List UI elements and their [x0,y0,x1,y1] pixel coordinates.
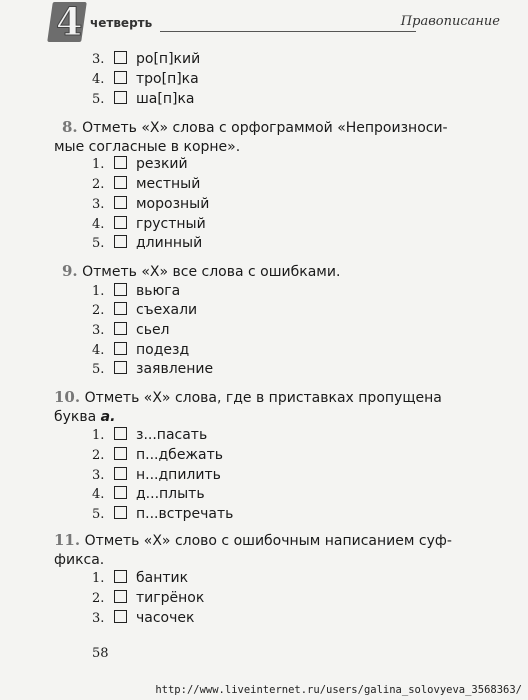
option-number: 2. [92,177,105,192]
option-word: п...встречать [136,506,234,522]
task-letter: а. [100,409,116,425]
option-word: н...дпилить [136,467,221,483]
option-number: 1. [92,157,105,172]
task9-option [92,281,180,301]
option-word: резкий [136,156,188,172]
option-number: 5. [92,507,105,522]
option-number: 1. [92,571,105,586]
task-11-prompt [54,531,504,570]
option-number: 5. [92,92,105,107]
checkbox[interactable] [114,176,127,189]
quarter-label: четверть [90,16,153,30]
page-number: 58 [92,646,109,661]
task-text-line2: фикса. [54,552,105,568]
option-number: 4. [92,487,105,502]
task7-option [92,89,195,109]
option-word: сьел [136,322,170,338]
task-number: 11. [54,531,81,549]
task8-option [92,194,209,214]
task10-option [92,465,221,485]
task-text-line1: Отметь «Х» все слова с ошибками. [82,264,341,280]
option-number: 3. [92,52,105,67]
option-word: ро[п]кий [136,51,201,67]
task-8-prompt [54,118,504,157]
checkbox[interactable] [114,486,127,499]
checkbox[interactable] [114,322,127,335]
task-10-prompt [54,388,504,427]
option-word: подезд [136,342,190,358]
quarter-number: 4 [56,0,83,44]
option-word: заявление [136,361,214,377]
checkbox[interactable] [114,156,127,169]
task8-option [92,214,206,234]
option-number: 3. [92,323,105,338]
option-word: д...плыть [136,486,205,502]
task8-option [92,154,188,174]
checkbox[interactable] [114,51,127,64]
task11-option [92,608,194,628]
option-number: 1. [92,428,105,443]
task9-option [92,359,213,379]
checkbox[interactable] [114,283,127,296]
section-title: Правописание [400,14,500,29]
task8-option [92,174,200,194]
option-number: 2. [92,303,105,318]
task-number: 8. [62,118,78,136]
checkbox[interactable] [114,71,127,84]
option-word: часочек [136,610,195,626]
task11-option [92,588,204,608]
option-number: 5. [92,236,105,251]
header-divider [160,31,416,32]
task-number: 10. [54,388,81,406]
checkbox[interactable] [114,590,127,603]
task-text-line1: Отметь «Х» слово с ошибочным написанием суф- [84,533,452,549]
checkbox[interactable] [114,196,127,209]
option-number: 2. [92,591,105,606]
option-word: бантик [136,570,189,586]
option-number: 2. [92,448,105,463]
checkbox[interactable] [114,235,127,248]
task-text-line2: мые согласные в корне». [54,139,241,155]
task-number: 9. [62,262,78,280]
task10-option [92,484,205,504]
checkbox[interactable] [114,570,127,583]
option-number: 3. [92,197,105,212]
checkbox[interactable] [114,91,127,104]
option-number: 4. [92,72,105,87]
checkbox[interactable] [114,361,127,374]
option-word: местный [136,176,201,192]
option-number: 5. [92,362,105,377]
task10-option [92,504,233,524]
checkbox[interactable] [114,302,127,315]
option-number: 3. [92,611,105,626]
task10-option [92,445,223,465]
option-word: п...дбежать [136,447,224,463]
task-9-prompt [54,262,504,282]
option-word: тро[п]ка [136,71,199,87]
task-text-line2: буква [54,409,97,425]
task-text-line1: Отметь «Х» слова, где в приставках пропущена [84,390,442,406]
option-word: з...пасать [136,427,208,443]
checkbox[interactable] [114,610,127,623]
task-text-line1: Отметь «Х» слова с орфограммой «Непроизноси- [82,120,448,136]
task10-option [92,425,207,445]
checkbox[interactable] [114,427,127,440]
checkbox[interactable] [114,342,127,355]
task7-option [92,69,199,89]
task9-option [92,320,170,340]
option-word: вьюга [136,283,181,299]
option-number: 1. [92,284,105,299]
checkbox[interactable] [114,467,127,480]
option-word: тигрёнок [136,590,205,606]
task9-option [92,300,197,320]
checkbox[interactable] [114,506,127,519]
option-number: 3. [92,468,105,483]
task9-option [92,340,189,360]
option-word: грустный [136,216,206,232]
option-number: 4. [92,343,105,358]
option-word: длинный [136,235,203,251]
checkbox[interactable] [114,447,127,460]
task7-option [92,49,200,69]
task11-option [92,568,188,588]
task8-option [92,233,202,253]
watermark-url: http://www.liveinternet.ru/users/galina_solovyeva_3568363/ [155,684,522,696]
option-number: 4. [92,217,105,232]
option-word: ша[п]ка [136,91,195,107]
checkbox[interactable] [114,216,127,229]
option-word: съехали [136,302,198,318]
option-word: морозный [136,196,210,212]
